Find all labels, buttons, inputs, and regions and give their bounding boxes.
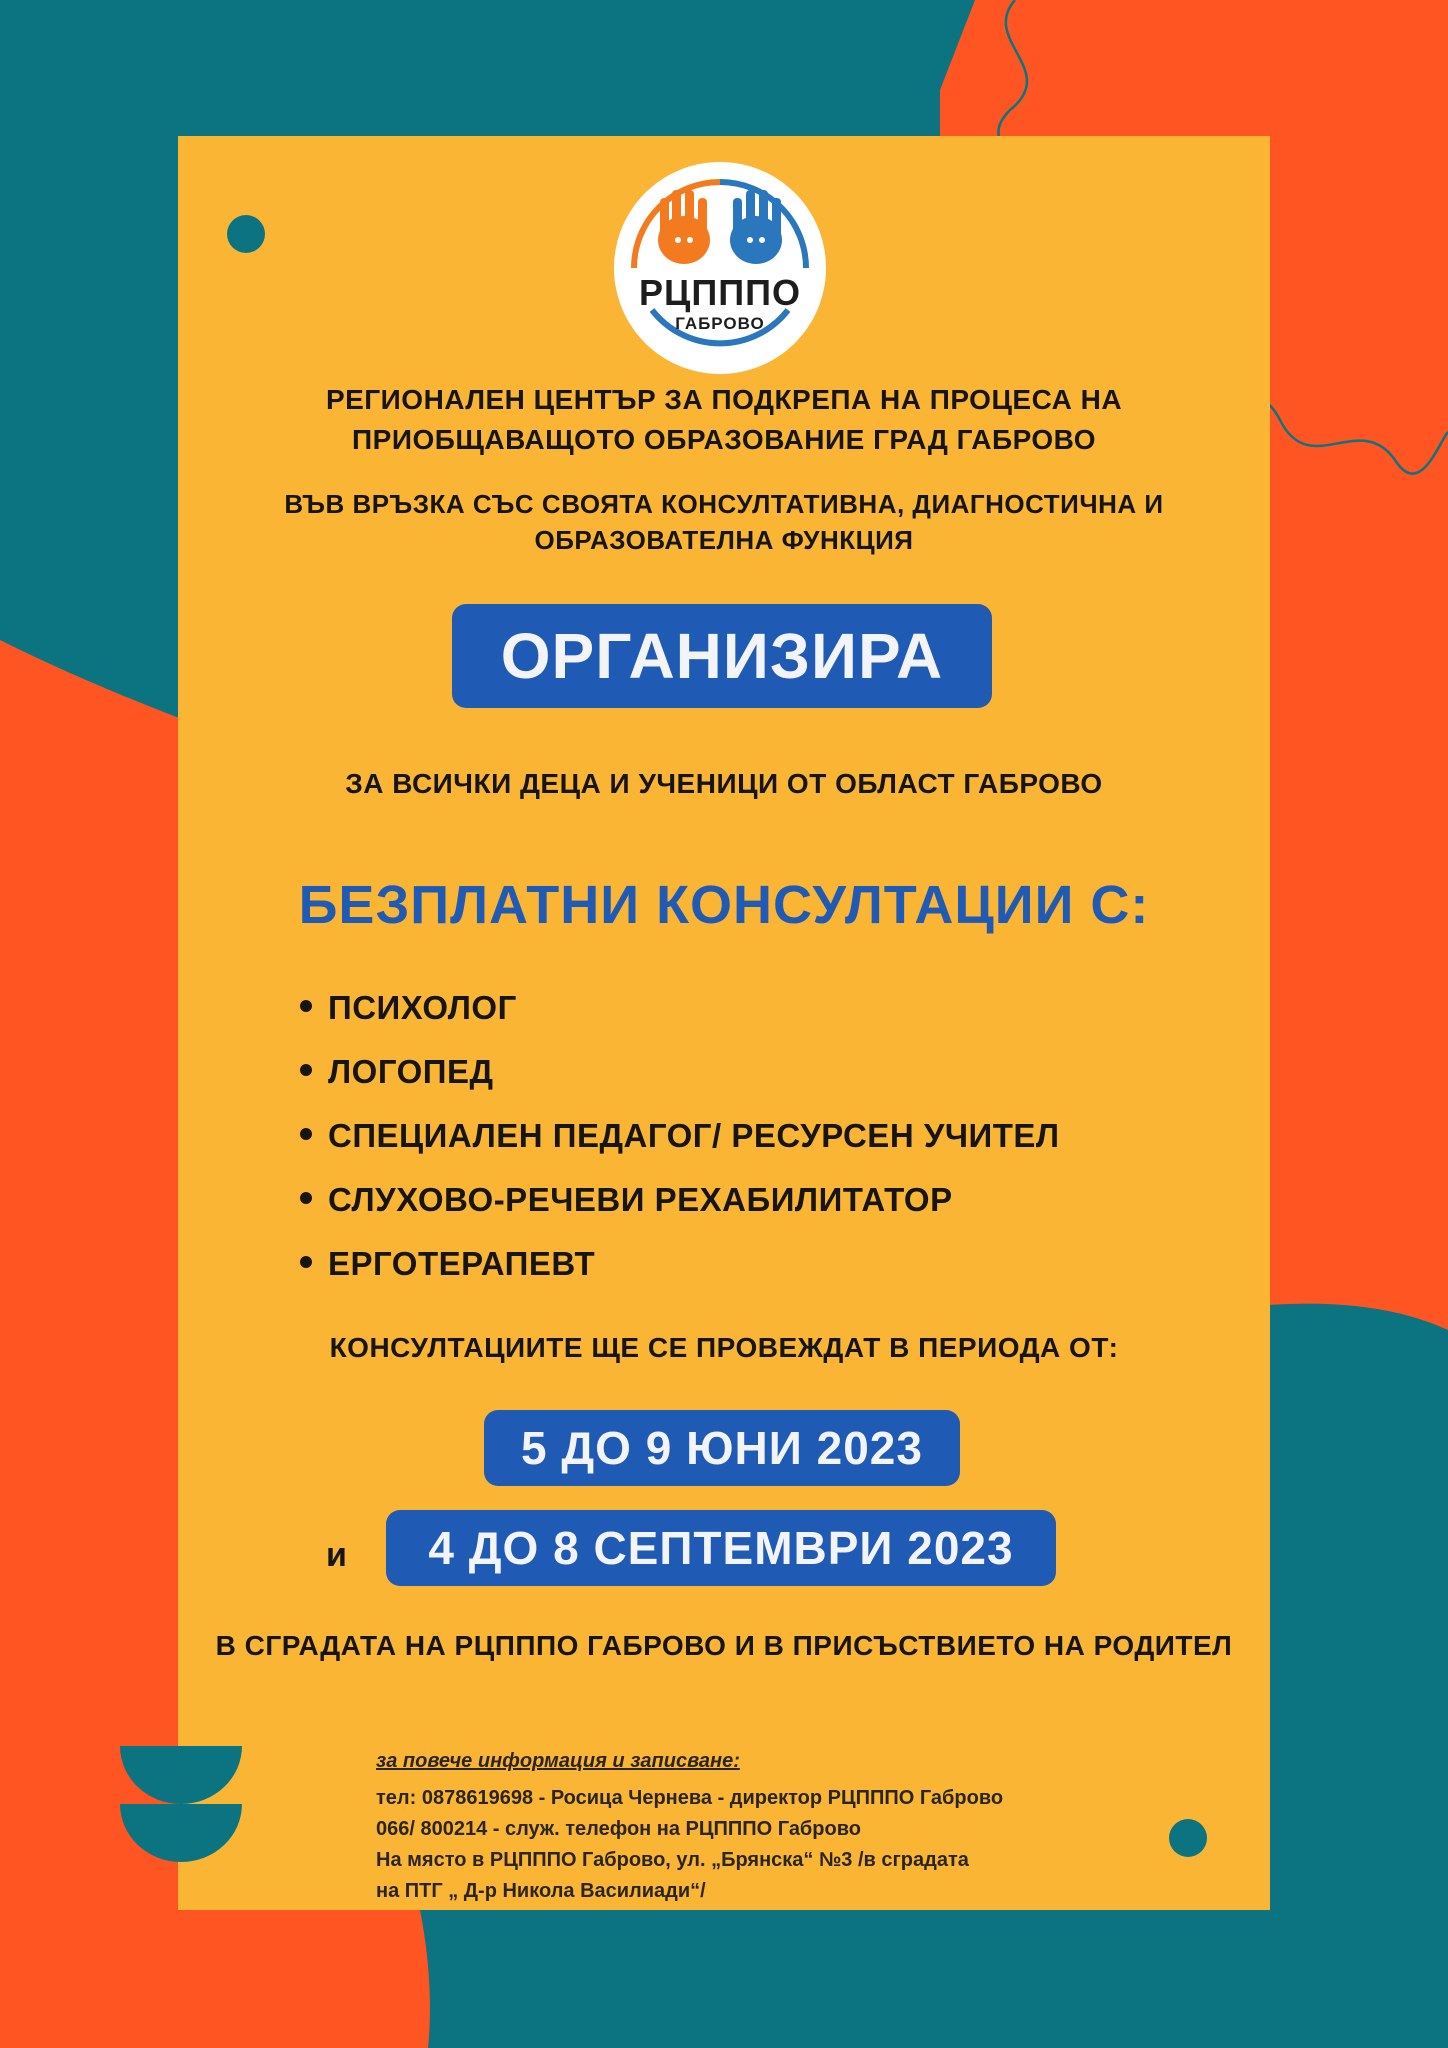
list-item: СЛУХОВО-РЕЧЕВИ РЕХАБИЛИТАТОР xyxy=(300,1168,1060,1232)
logo-name: РЦПППО xyxy=(639,272,801,313)
list-item: ЛОГОПЕД xyxy=(300,1040,1060,1104)
decor-dot-top-left xyxy=(226,214,266,254)
organizes-badge: ОРГАНИЗИРА xyxy=(452,604,992,708)
decor-dot-bottom-right xyxy=(1168,1818,1208,1858)
organization-logo xyxy=(612,160,828,376)
contact-info xyxy=(376,1746,1003,1907)
contact-line-4: на ПТГ „ Д-р Никола Василиади“/ xyxy=(376,1880,706,1902)
bullet-icon xyxy=(300,1192,312,1204)
audience-text: ЗА ВСИЧКИ ДЕЦА И УЧЕНИЦИ ОТ ОБЛАСТ ГАБРОВО xyxy=(345,768,1103,799)
decor-half-circles xyxy=(120,1744,244,1868)
header-line-2: ПРИОБЩАВАЩОТО ОБРАЗОВАНИЕ ГРАД ГАБРОВО xyxy=(352,424,1096,455)
list-item: ЕРГОТЕРАПЕВТ xyxy=(300,1232,1060,1296)
specialists-list xyxy=(300,976,1060,1296)
location-text: В СГРАДАТА НА РЦПППО ГАБРОВО И В ПРИСЪСТВИЕТО НА РОДИТЕЛ xyxy=(215,1630,1233,1661)
list-item: ПСИХОЛОГ xyxy=(300,976,1060,1040)
hands-logo-icon xyxy=(612,160,828,376)
contact-title: за повече информация и записване: xyxy=(376,1750,740,1772)
subheader-line-1: ВЪВ ВРЪЗКА СЪС СВОЯТА КОНСУЛТАТИВНА, ДИАГНОСТИЧНА И xyxy=(284,489,1164,519)
bullet-icon xyxy=(300,1128,312,1140)
consultations-title: БЕЗПЛАТНИ КОНСУЛТАЦИИ С: xyxy=(298,875,1150,935)
subheader-line-2: ОБРАЗОВАТЕЛНА ФУНКЦИЯ xyxy=(534,525,914,555)
poster-card xyxy=(178,136,1270,1910)
bullet-icon xyxy=(300,1256,312,1268)
bullet-icon xyxy=(300,1064,312,1076)
list-item: СПЕЦИАЛЕН ПЕДАГОГ/ РЕСУРСЕН УЧИТЕЛ xyxy=(300,1104,1060,1168)
period-1-badge: 5 ДО 9 ЮНИ 2023 xyxy=(484,1410,960,1486)
contact-line-2: 066/ 800214 - служ. телефон на РЦПППО Габрово xyxy=(376,1818,861,1840)
bullet-icon xyxy=(300,1000,312,1012)
contact-line-1: тел: 0878619698 - Росица Чернева - директор РЦПППО Габрово xyxy=(376,1787,1004,1809)
contact-line-3: На място в РЦПППО Габрово, ул. „Брянска“ №3 /в сградата xyxy=(376,1849,969,1871)
logo-city: ГАБРОВО xyxy=(675,314,765,333)
period-label: КОНСУЛТАЦИИТЕ ЩЕ СЕ ПРОВЕЖДАТ В ПЕРИОДА ОТ: xyxy=(329,1332,1119,1363)
and-word: и xyxy=(326,1536,347,1574)
period-2-badge: 4 ДО 8 СЕПТЕМВРИ 2023 xyxy=(386,1510,1056,1586)
header-line-1: РЕГИОНАЛЕН ЦЕНТЪР ЗА ПОДКРЕПА НА ПРОЦЕСА НА xyxy=(325,384,1123,415)
